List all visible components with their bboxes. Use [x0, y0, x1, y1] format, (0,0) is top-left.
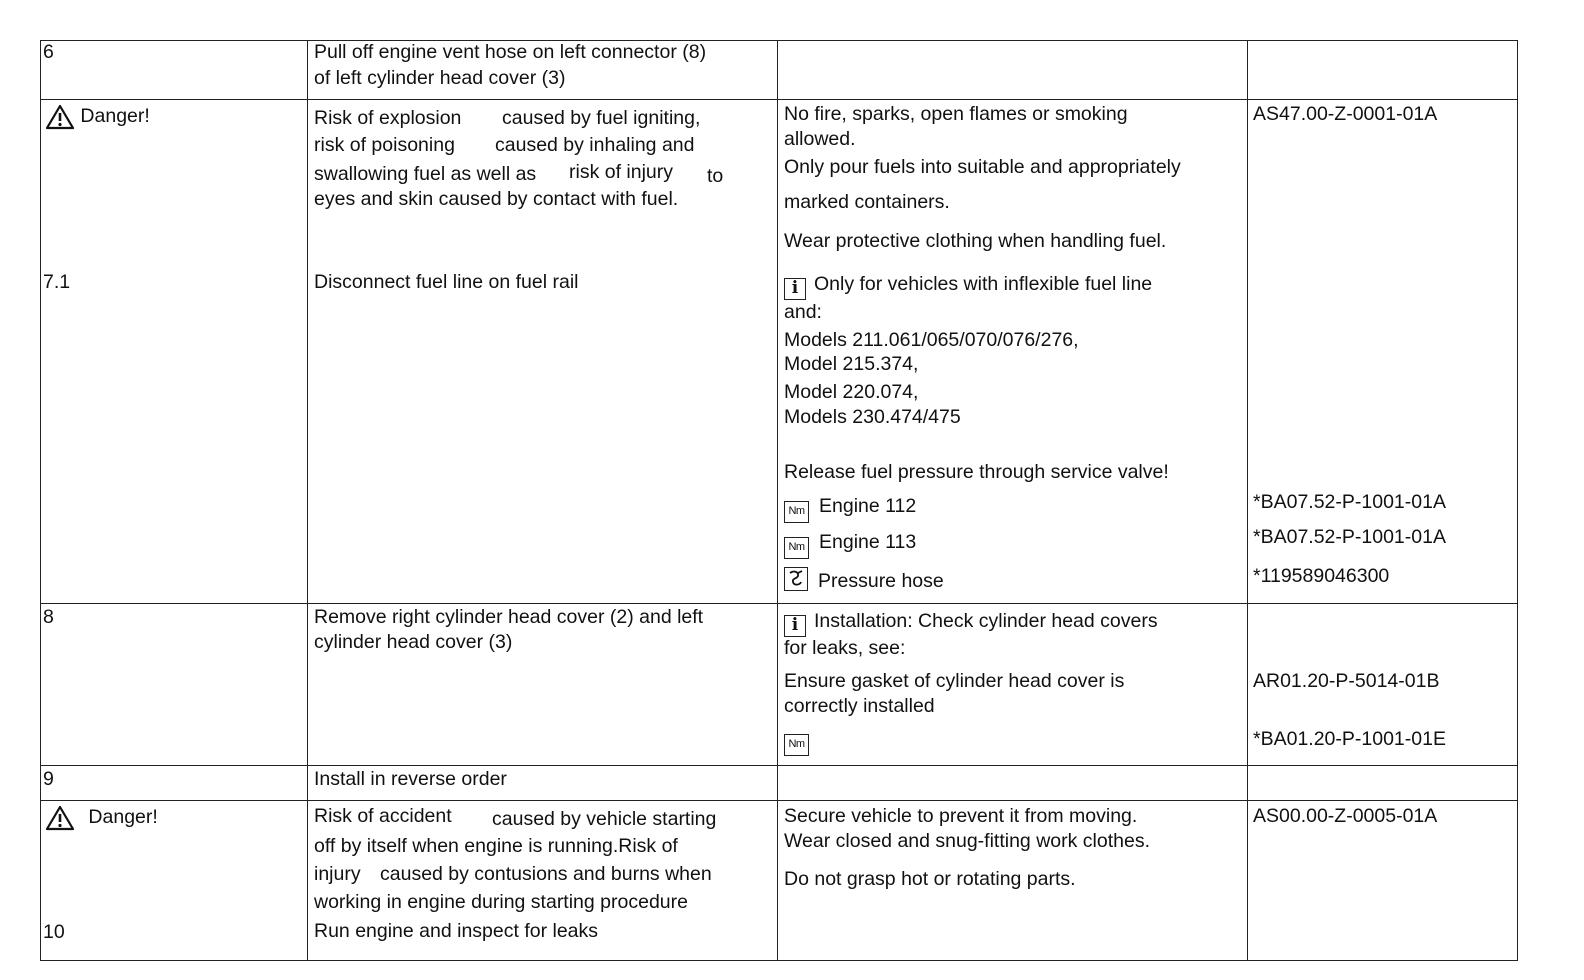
- model-list: Model 220.074,: [784, 381, 919, 403]
- danger-desc: caused by inhaling and: [495, 134, 695, 156]
- danger-label: [45, 805, 158, 831]
- danger-desc: Risk of explosion: [314, 107, 462, 129]
- model-list: Model 215.374,: [784, 353, 919, 375]
- step-action: of left cylinder head cover (3): [314, 67, 566, 89]
- tool-pressure-hose: Pressure hose: [784, 567, 944, 594]
- torque-icon: Nm: [784, 501, 809, 523]
- row-divider: [41, 765, 1517, 766]
- safety-note: Do not grasp hot or rotating parts.: [784, 868, 1076, 890]
- danger-desc: working in engine during starting procedure: [314, 891, 688, 913]
- reference-code: *BA07.52-P-1001-01A: [1253, 526, 1446, 548]
- gasket-note: Ensure gasket of cylinder head cover is: [784, 670, 1125, 692]
- danger-desc: off by itself when engine is running.Risk of: [314, 835, 678, 857]
- danger-desc: eyes and skin caused by contact with fuel.: [314, 188, 679, 210]
- danger-desc: caused by contusions and burns when: [380, 863, 712, 885]
- danger-text: Danger!: [80, 105, 150, 128]
- reference-code: AS00.00-Z-0005-01A: [1253, 805, 1438, 827]
- warning-triangle-icon: [45, 805, 75, 831]
- column-divider: [777, 41, 778, 960]
- safety-note: marked containers.: [784, 191, 950, 213]
- step-action: Disconnect fuel line on fuel rail: [314, 271, 579, 293]
- info-note: and:: [784, 301, 822, 323]
- row-divider: [41, 603, 1517, 604]
- column-divider: [1247, 41, 1248, 960]
- column-divider: [307, 41, 308, 960]
- info-note: for leaks, see:: [784, 637, 906, 659]
- step-action: cylinder head cover (3): [314, 631, 513, 653]
- info-note: i Only for vehicles with inflexible fuel line: [784, 272, 1152, 300]
- danger-label: [45, 104, 150, 130]
- danger-desc: caused by vehicle starting: [492, 808, 717, 830]
- step-action: Run engine and inspect for leaks: [314, 920, 599, 942]
- danger-text: Danger!: [88, 806, 158, 829]
- info-icon: i: [784, 615, 806, 637]
- release-note: Release fuel pressure through service valve!: [784, 461, 1169, 483]
- safety-note: allowed.: [784, 128, 856, 150]
- step-number: 10: [43, 921, 65, 943]
- torque-engine-113: Nm Engine 113: [784, 530, 916, 559]
- step-number: 7.1: [43, 271, 71, 293]
- special-tool-icon: [784, 567, 808, 591]
- reference-code: *119589046300: [1253, 565, 1390, 587]
- reference-code: *BA01.20-P-1001-01E: [1253, 728, 1446, 750]
- info-icon: i: [784, 278, 806, 300]
- safety-note: No fire, sparks, open flames or smoking: [784, 103, 1128, 125]
- step-action: Pull off engine vent hose on left connector (8): [314, 41, 707, 63]
- row-divider: [41, 800, 1517, 801]
- danger-desc: swallowing fuel as well as: [314, 163, 537, 185]
- reference-code: *BA07.52-P-1001-01A: [1253, 491, 1446, 513]
- reference-code: AS47.00-Z-0001-01A: [1253, 103, 1438, 125]
- danger-desc: injury: [314, 863, 361, 885]
- step-number: 9: [43, 768, 54, 790]
- row-divider: [41, 99, 1517, 100]
- gasket-note: correctly installed: [784, 695, 935, 717]
- danger-desc: risk of poisoning: [314, 134, 455, 156]
- reference-code: AR01.20-P-5014-01B: [1253, 670, 1440, 692]
- danger-desc: to: [707, 165, 724, 187]
- safety-note: Wear closed and snug-fitting work clothes.: [784, 830, 1150, 852]
- torque-note: [784, 727, 819, 756]
- torque-icon: Nm: [784, 537, 809, 559]
- safety-note: Only pour fuels into suitable and appropriately: [784, 156, 1181, 178]
- safety-note: Secure vehicle to prevent it from moving.: [784, 805, 1138, 827]
- step-action: Install in reverse order: [314, 768, 507, 790]
- step-number: 8: [43, 606, 54, 628]
- danger-desc: caused by fuel igniting,: [502, 107, 701, 129]
- safety-note: Wear protective clothing when handling fuel.: [784, 230, 1167, 252]
- torque-engine-112: Nm Engine 112: [784, 494, 916, 523]
- step-action: Remove right cylinder head cover (2) and left: [314, 606, 704, 628]
- danger-desc: risk of injury: [569, 161, 674, 183]
- model-list: Models 211.061/065/070/076/276,: [784, 329, 1079, 351]
- info-note: i Installation: Check cylinder head covers: [784, 609, 1158, 637]
- torque-icon: Nm: [784, 734, 809, 756]
- warning-triangle-icon: [45, 104, 75, 130]
- danger-desc: Risk of accident: [314, 805, 452, 827]
- model-list: Models 230.474/475: [784, 406, 961, 428]
- step-number: 6: [43, 41, 54, 63]
